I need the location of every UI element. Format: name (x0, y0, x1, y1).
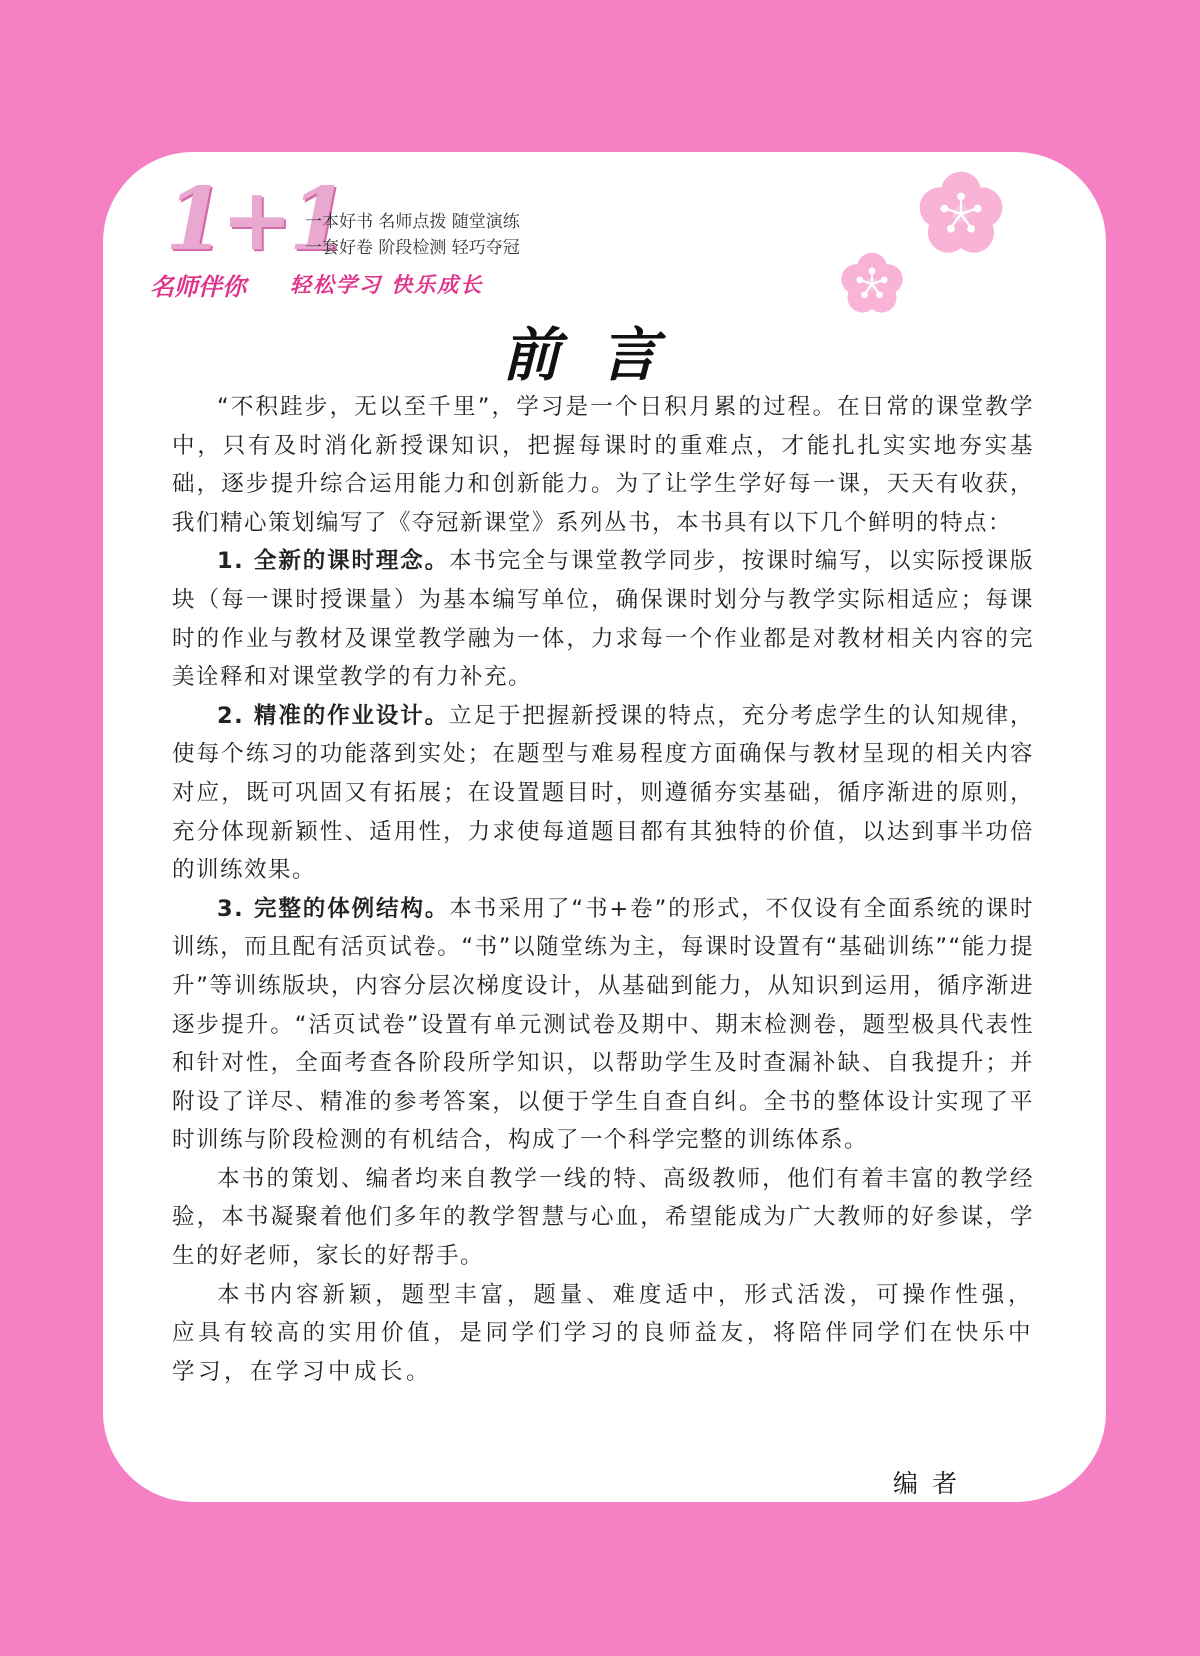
signature: 编者 (893, 1469, 972, 1498)
feature-heading-3: 3. 完整的体例结构。 (217, 895, 450, 922)
logo-slogan-line2: 一套好卷 阶段检测 轻巧夺冠 (305, 238, 520, 258)
feature-heading-2: 2. 精准的作业设计。 (217, 702, 450, 729)
logo-number: 1+1 (165, 169, 345, 270)
feature-paragraph-3: 3. 完整的体例结构。本书采用了“书+卷”的形式，不仅设有全面系统的课时训练，而且配有活页试卷。“书”以随堂练为主，每课时设置有“基础训练”“能力提升”等训练版块，内容分层次梯度设计，从基础到能力，从知识到运用，循序渐进逐步提升。“活页试卷”设置有单元测试卷及期中、期末检测卷，题型极具代表性和针对性，全面考查各阶段所学知识，以帮助学生及时查漏补缺、自我提升；并附设了详尽、精准的参考答案，以便于学生自查自纠。全书的整体设计实现了平时训练与阶段检测的有机结合，构成了一个科学完整的训练体系。 (172, 895, 1034, 1154)
preface-body (172, 388, 1034, 1391)
feature-paragraph-1: 1. 全新的课时理念。本书完全与课堂教学同步，按课时编写，以实际授课版块（每一课时授课量）为基本编写单位，确保课时划分与教学实际相适应；每课时的作业与教材及课堂教学融为一体，力求每一个作业都是对教材相关内容的完美诠释和对课堂教学的有力补充。 (172, 548, 1034, 691)
blossom-icon-large (915, 168, 1007, 260)
logo-brand: 名师伴你 (150, 273, 246, 301)
page-title: 前言 (501, 321, 698, 389)
feature-paragraph-2: 2. 精准的作业设计。立足于把握新授课的特点，充分考虑学生的认知规律，使每个练习的功能落到实处；在题型与难易程度方面确保与教材呈现的相关内容对应，既可巩固又有拓展；在设置题目时，则遵循夯实基础，循序渐进的原则，充分体现新颖性、适用性，力求使每道题目都有其独特的价值，以达到事半功倍的训练效果。 (172, 702, 1034, 884)
logo-tagline: 轻松学习 快乐成长 (290, 273, 484, 297)
logo-slogan-line1: 一本好书 名师点拨 随堂演练 (305, 212, 520, 232)
series-logo (150, 169, 530, 301)
feature-heading-1: 1. 全新的课时理念。 (217, 548, 450, 575)
intro-paragraph: “不积跬步，无以至千里”，学习是一个日积月累的过程。在日常的课堂教学中，只有及时消化新授课知识，把握每课时的重难点，才能扎扎实实地夯实基础，逐步提升综合运用能力和创新能力。为了让学生学好每一课，天天有收获，我们精心策划编写了《夺冠新课堂》系列丛书，本书具有以下几个鲜明的特点： (172, 394, 1034, 536)
authors-paragraph: 本书的策划、编者均来自教学一线的特、高级教师，他们有着丰富的教学经验，本书凝聚着他们多年的教学智慧与心血，希望能成为广大教师的好参谋，学生的好老师，家长的好帮手。 (172, 1165, 1034, 1270)
closing-paragraph: 本书内容新颖，题型丰富，题量、难度适中，形式活泼，可操作性强，应具有较高的实用价值，是同学们学习的良师益友，将陪伴同学们在快乐中学习，在学习中成长。 (172, 1281, 1034, 1385)
